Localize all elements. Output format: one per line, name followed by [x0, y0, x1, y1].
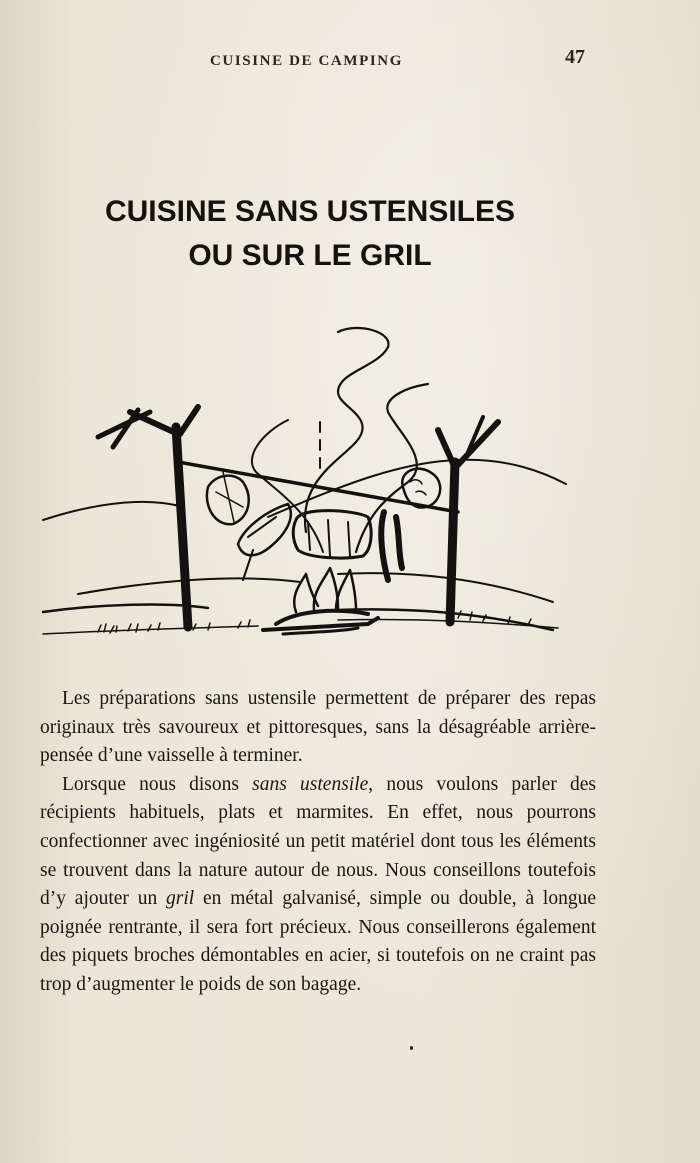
body-text — [40, 685, 596, 1000]
paragraph-2-text-3: en métal galvanisé, simple ou double, à longue poignée rentrante, il sera fort précieux. Nous conseillerons également des piquets broches démontables en acier, si toutefois on ne craint pas trop d’augmenter le poids de son bagage. — [40, 888, 596, 995]
page-number: 47 — [565, 46, 585, 68]
ink-speck — [410, 1046, 413, 1050]
paragraph-2-text-2: , nous voulons parler des récipients habituels, plats et marmites. En effet, nous pourrons confectionner avec ingéniosité un petit matériel dont tous les éléments se trouvent dans la nature autour de nous. Nous conseillons toutefois d’y ajouter un — [40, 773, 596, 910]
chapter-title-line-1: CUISINE SANS USTENSILES — [104, 195, 516, 228]
campfire-spit-illustration — [38, 312, 568, 652]
chapter-title-line-2: OU SUR LE GRIL — [188, 239, 432, 272]
paragraph-2 — [40, 771, 596, 1000]
paragraph-2-italic-sans-ustensile: sans ustensile — [252, 773, 369, 795]
paragraph-2-text-1: Lorsque nous disons — [62, 773, 253, 795]
chapter-title — [0, 190, 620, 278]
paragraph-2-italic-gril: gril — [166, 888, 195, 910]
paragraph-1: Les préparations sans ustensile permettent de préparer des repas originaux très savoureux et pittoresques, sans la désagréable arrière-pensée d’une vaisselle à terminer. — [40, 688, 596, 767]
running-head: CUISINE DE CAMPING — [210, 53, 403, 69]
